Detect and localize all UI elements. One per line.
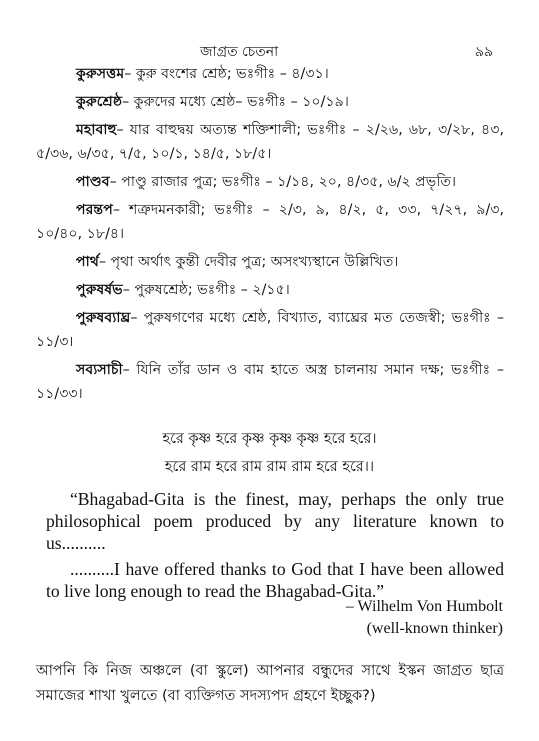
page-header [0, 40, 539, 60]
quote-author-note: (well-known thinker) [366, 620, 503, 637]
entry-definition: – পৃথা অর্থাৎ কুন্তী দেবীর পুত্র; অসংখ্যস্থানে উল্লিখিত। [98, 254, 399, 270]
glossary-list [36, 62, 504, 410]
entry-definition: – পাণ্ডু রাজার পুত্র; ভঃগীঃ – ১/১৪, ২০, ৪/৩৫, ৬/২ প্রভৃতি। [109, 174, 457, 190]
quote-author: – Wilhelm Von Humbolt [345, 598, 503, 615]
entry-definition: – কুরুদের মধ্যে শ্রেষ্ঠ– ভঃগীঃ – ১০/১৯। [122, 94, 349, 110]
running-title: জাগ্রত চেতনা [200, 44, 279, 60]
entry-definition: – শত্রুদমনকারী; ভঃগীঃ – ২/৩, ৯, ৪/২, ৫, ৩৩, ৭/২৭, ৯/৩, ১০/৪০, ১৮/৪। [36, 202, 504, 242]
page-number: ৯৯ [474, 44, 493, 60]
glossary-entry [36, 170, 504, 194]
mantra-line: হরে কৃষ্ণ হরে কৃষ্ণ কৃষ্ণ কৃষ্ণ হরে হরে। [162, 431, 377, 447]
entry-term: পুরুষব্যাঘ্র [76, 310, 131, 326]
glossary-entry [36, 198, 504, 246]
glossary-entry [36, 306, 504, 354]
quote-paragraph: ..........I have offered thanks to God that I have been allowed to live long enough to read the Bhagabad-Gita.” [46, 558, 504, 601]
glossary-entry [36, 250, 504, 274]
entry-term: সব্যসাচী [76, 362, 123, 378]
footer-invitation: আপনি কি নিজ অঞ্চলে (বা স্কুলে) আপনার বন্ধুদের সাথে ইস্কন জাগ্রত ছাত্র সমাজের শাখা খুলতে (বা ব্যক্তিগত সদস্যপদ গ্রহণে ইচ্ছুক?) [36, 662, 504, 704]
entry-term: কুরুসত্তম [76, 66, 125, 82]
glossary-entry [36, 118, 504, 166]
entry-definition: – যিনি তাঁর ডান ও বাম হাতে অস্ত্র চালনায় সমান দক্ষ; ভঃগীঃ – ১১/৩৩। [36, 362, 504, 402]
entry-term: পার্থ [76, 254, 99, 270]
entry-definition: – যার বাহুদ্বয় অত্যন্ত শক্তিশালী; ভঃগীঃ – ২/২৬, ৬৮, ৩/২৮, ৪৩, ৫/৩৬, ৬/৩৫, ৭/৫, ১০/১, ১৪/৫, ১৮/৫। [36, 122, 504, 162]
mantra-line: হরে রাম হরে রাম রাম রাম হরে হরে।। [164, 459, 375, 475]
entry-term: মহাবাহু [76, 122, 117, 138]
entry-definition: – পুরুষশ্রেষ্ঠ; ভঃগীঃ – ২/১৫। [122, 282, 290, 298]
glossary-entry [36, 90, 504, 114]
glossary-entry [36, 278, 504, 302]
quote-paragraph: “Bhagabad-Gita is the finest, may, perhaps the only true philosophical poem produced by any literature known to us.......... [46, 488, 504, 553]
entry-term: পুরুষর্ষভ [76, 282, 123, 298]
entry-term: পরন্তপ [76, 202, 113, 218]
entry-definition: – কুরু বংশের শ্রেষ্ঠ; ভঃগীঃ – ৪/৩১। [124, 66, 329, 82]
entry-term: কুরুশ্রেষ্ঠ [76, 94, 123, 110]
glossary-entry [36, 62, 504, 86]
glossary-entry [36, 358, 504, 406]
entry-term: পাণ্ডব [76, 174, 110, 190]
entry-definition: – পুরুষগণের মধ্যে শ্রেষ্ঠ, বিখ্যাত, ব্যাঘ্রের মত তেজস্বী; ভঃগীঃ – ১১/৩। [36, 310, 504, 350]
